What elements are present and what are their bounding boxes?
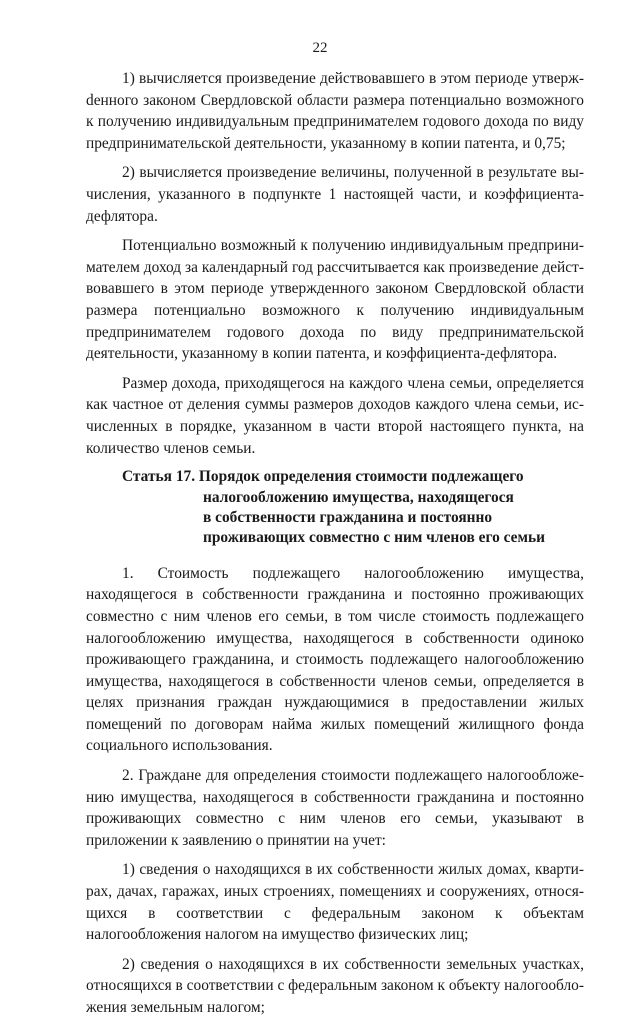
document-body <box>86 68 584 1027</box>
paragraph: 1. Стоимость подлежащего налогообложению имущества, находящегося в собственности гражданина и постоянно проживающих совместно с ним членов его семьи, в том числе стоимость подлежащего налогообложению имущества, находящегося в собственности одиноко проживающего гражданина, и стоимость подлежащего налогообложению имущества, находящегося в собственности членов семьи, определяется в целях признания граждан нуждающимися в предоставлении жилых помещений по договорам найма жилых помещений жилищного фонда социального использования. <box>86 564 584 755</box>
paragraph: Потенциально возможный к получению индивидуальным предпринимателем доход за календарный год рассчитывается как произведение действовавшего в этом периоде утвержденного законом Свердловской области размера потенциально возможного к получению индивидуальным предпринимателем годового дохода по виду предпринимательской деятельности, указанному в копии патента, и коэффициента-дефлятора. <box>86 237 584 363</box>
article-heading <box>86 467 584 549</box>
article-heading-line: проживающих совместно с ним членов его семьи <box>203 529 545 547</box>
paragraph: 2) вычисляется произведение величины, полученной в результате вычисления, указанного в подпункте 1 настоящей части, и коэффициента-дефлятора. <box>86 164 584 225</box>
article-heading-line: Статья 17. Порядок определения стоимости подлежащего <box>122 468 524 486</box>
paragraph: Размер дохода, приходящегося на каждого члена семьи, определяется как частное от деления суммы размеров доходов каждого члена семьи, исчисленных в порядке, указанном в части второй настоящего пункта, на количество членов семьи. <box>86 374 584 457</box>
article-heading-line: в собственности гражданина и постоянно <box>203 508 493 526</box>
page-number: 22 <box>312 40 328 56</box>
article-heading-line: налогообложению имущества, находящегося <box>203 488 514 506</box>
paragraph: 1) вычисляется произведение действовавшего в этом периоде утвержdенного законом Свердловской области размера потенциально возможного к получению индивидуальным предпринимателем годового дохода по виду предпринимательской деятельности, указанному в копии патента, и 0,75; <box>86 70 584 152</box>
paragraph: 2. Граждане для определения стоимости подлежащего налогообложению имущества, находящегося в собственности гражданина и постоянно проживающих совместно с ним членов его семьи, указывают в приложении к заявлению о принятии на учет: <box>86 767 584 849</box>
paragraph: 2) сведения о находящихся в их собственности земельных участках, относящихся в соответствии с федеральным законом к объекту налогообложения земельным налогом; <box>86 955 584 1016</box>
paragraph: 1) сведения о находящихся в их собственности жилых домах, квартирах, дачах, гаражах, иных строениях, помещениях и сооружениях, относящихся в соответствии с федеральным законом к объектам налогообложения налогом на имущество физических лиц; <box>86 861 584 944</box>
